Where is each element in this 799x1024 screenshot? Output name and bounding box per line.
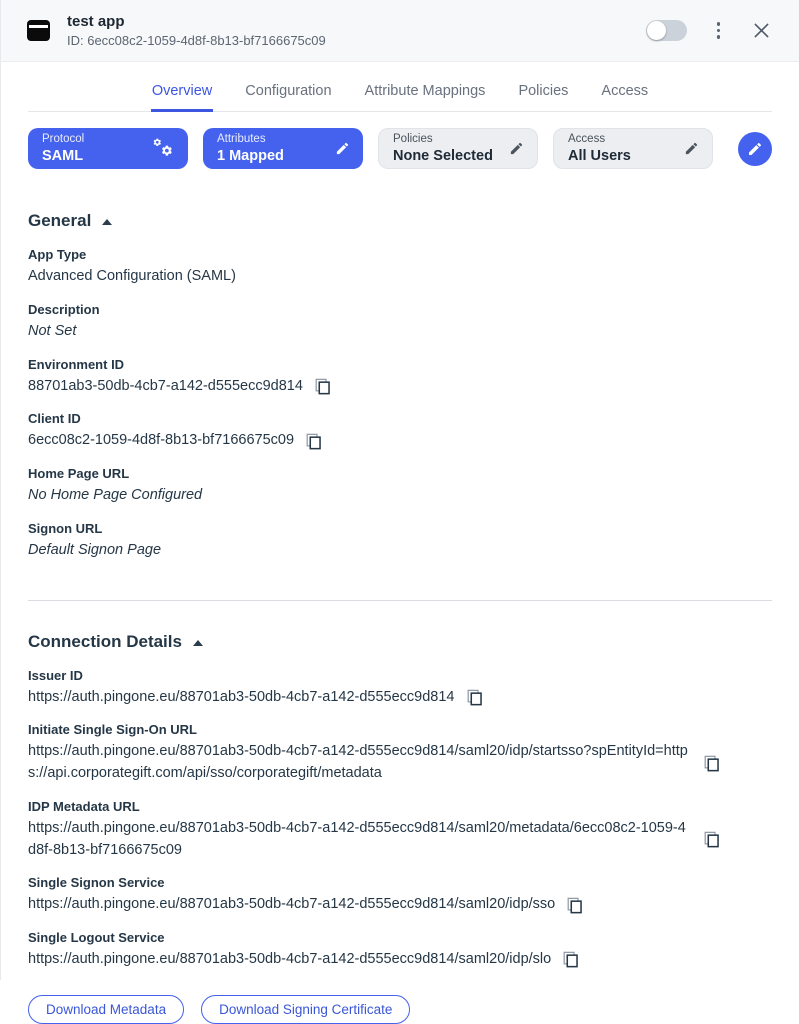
card-text	[217, 132, 284, 165]
edit-app-button[interactable]	[738, 132, 772, 166]
card-access[interactable]	[553, 128, 713, 169]
card-attributes[interactable]	[203, 128, 363, 169]
field-issuer-id	[28, 668, 772, 709]
field-value: Not Set	[28, 322, 77, 339]
field-app-type	[28, 247, 772, 288]
section-title: General	[28, 211, 92, 230]
card-text	[42, 132, 84, 165]
summary-cards-row	[1, 128, 799, 169]
field-label: Client ID	[28, 411, 81, 427]
download-signing-certificate-button[interactable]: Download Signing Certificate	[201, 995, 410, 1024]
field-label: Signon URL	[28, 520, 103, 536]
card-text	[393, 132, 493, 165]
copy-icon	[566, 897, 583, 914]
card-protocol[interactable]	[28, 128, 188, 169]
copy-button-single-signon-service[interactable]	[565, 896, 584, 915]
field-label: Single Signon Service	[28, 875, 165, 891]
copy-button-environment-id[interactable]	[313, 377, 332, 396]
pencil-icon-wrap	[335, 141, 350, 156]
field-value-row	[28, 894, 772, 916]
card-label: Access	[568, 132, 606, 145]
pencil-icon	[335, 141, 350, 156]
gears-icon	[153, 139, 175, 159]
section-divider	[28, 600, 772, 601]
caret-up-icon	[193, 640, 203, 646]
header-titles	[67, 13, 326, 49]
field-home-page-url	[28, 466, 772, 507]
header-actions	[646, 18, 774, 43]
card-value: 1 Mapped	[217, 147, 284, 164]
copy-button-client-id[interactable]	[304, 432, 323, 451]
card-label: Protocol	[42, 132, 85, 145]
tab-policies[interactable]: Policies	[518, 83, 569, 99]
card-value: None Selected	[393, 147, 493, 164]
field-value: No Home Page Configured	[28, 487, 203, 503]
field-value-row	[28, 540, 772, 562]
field-label: Single Logout Service	[28, 930, 165, 945]
field-single-signon-service	[28, 875, 772, 916]
field-single-logout-service	[28, 930, 772, 971]
gears-icon-wrap	[153, 139, 175, 159]
field-initiate-single-sign-on-url	[28, 722, 772, 785]
card-value: All Users	[568, 147, 631, 164]
field-label: Initiate Single Sign-On URL	[28, 722, 197, 738]
field-value-row	[28, 949, 772, 971]
download-metadata-button[interactable]: Download Metadata	[28, 995, 184, 1024]
copy-button-initiate-single-sign-on-url[interactable]	[702, 754, 721, 773]
pencil-icon	[747, 141, 763, 157]
copy-button-issuer-id[interactable]	[465, 688, 484, 707]
pencil-icon-wrap	[509, 141, 524, 156]
copy-icon	[703, 831, 720, 848]
copy-icon	[305, 433, 322, 450]
field-label: IDP Metadata URL	[28, 798, 140, 814]
field-idp-metadata-url	[28, 799, 772, 862]
close-icon[interactable]	[750, 19, 773, 42]
kebab-menu-icon[interactable]	[711, 18, 727, 43]
card-text	[568, 132, 631, 165]
field-value: 88701ab3-50db-4cb7-a142-d555ecc9d814	[28, 377, 303, 394]
tab-configuration[interactable]: Configuration	[245, 83, 332, 99]
field-label: Home Page URL	[28, 466, 130, 481]
tab-access[interactable]: Access	[601, 83, 649, 99]
section-fields-connection-details	[28, 668, 772, 971]
field-value-row	[28, 741, 772, 785]
copy-icon	[562, 951, 579, 968]
field-value: Advanced Configuration (SAML)	[28, 268, 236, 284]
field-value: https://auth.pingone.eu/88701ab3-50db-4cb7-a142-d555ecc9d814/saml20/metadata/6ecc08c2-1059-4d8f-8b13-bf7166675c09	[28, 819, 686, 858]
field-environment-id	[28, 357, 772, 398]
overview-content	[1, 211, 799, 971]
card-label: Policies	[393, 132, 433, 145]
field-value-row	[28, 687, 772, 709]
field-value-row	[28, 266, 772, 288]
app-window-icon	[27, 20, 50, 41]
section-fields-general	[28, 247, 772, 562]
toggle-knob	[647, 21, 666, 40]
field-value: https://auth.pingone.eu/88701ab3-50db-4cb7-a142-d555ecc9d814	[28, 688, 455, 705]
field-value: https://auth.pingone.eu/88701ab3-50db-4cb7-a142-d555ecc9d814/saml20/idp/slo	[28, 951, 552, 967]
panel-header	[1, 0, 799, 62]
app-enabled-toggle[interactable]	[646, 20, 687, 41]
download-actions-row	[1, 995, 799, 1024]
field-value: https://auth.pingone.eu/88701ab3-50db-4cb7-a142-d555ecc9d814/saml20/idp/sso	[28, 896, 556, 913]
section-title: Connection Details	[28, 631, 182, 651]
field-value-row	[28, 485, 772, 507]
field-description	[28, 302, 772, 343]
caret-up-icon	[102, 219, 112, 225]
app-title: test app	[67, 12, 125, 30]
field-value: Default Signon Page	[28, 541, 162, 558]
app-id: ID: 6ecc08c2-1059-4d8f-8b13-bf7166675c09	[67, 33, 326, 49]
field-client-id	[28, 411, 772, 452]
section-heading-general[interactable]	[28, 211, 772, 231]
copy-icon	[703, 755, 720, 772]
field-label: Issuer ID	[28, 667, 83, 683]
field-value-row	[28, 376, 772, 398]
field-label: Environment ID	[28, 356, 125, 372]
pencil-icon-wrap	[684, 141, 699, 156]
card-value: SAML	[42, 147, 84, 164]
copy-button-single-logout-service[interactable]	[561, 950, 580, 969]
tab-bar	[1, 76, 799, 112]
card-label: Attributes	[217, 132, 266, 145]
tab-attribute-mappings[interactable]: Attribute Mappings	[364, 83, 486, 99]
card-policies[interactable]	[378, 128, 538, 169]
copy-button-idp-metadata-url[interactable]	[702, 830, 721, 849]
pencil-icon	[684, 141, 699, 156]
field-value: 6ecc08c2-1059-4d8f-8b13-bf7166675c09	[28, 432, 295, 449]
field-value-row	[28, 818, 772, 862]
field-value: https://auth.pingone.eu/88701ab3-50db-4cb7-a142-d555ecc9d814/saml20/idp/startsso?spEntityId=https://api.corporategift.com/api/sso/corporategift/metadata	[28, 743, 688, 781]
tab-overview[interactable]: Overview	[151, 76, 213, 112]
field-signon-url	[28, 521, 772, 562]
field-label: Description	[28, 301, 100, 317]
section-heading-connection-details[interactable]	[28, 632, 772, 652]
field-label: App Type	[28, 247, 87, 262]
pencil-icon	[509, 141, 524, 156]
field-value-row	[28, 321, 772, 343]
copy-icon	[466, 689, 483, 706]
field-value-row	[28, 430, 772, 452]
copy-icon	[314, 378, 331, 395]
